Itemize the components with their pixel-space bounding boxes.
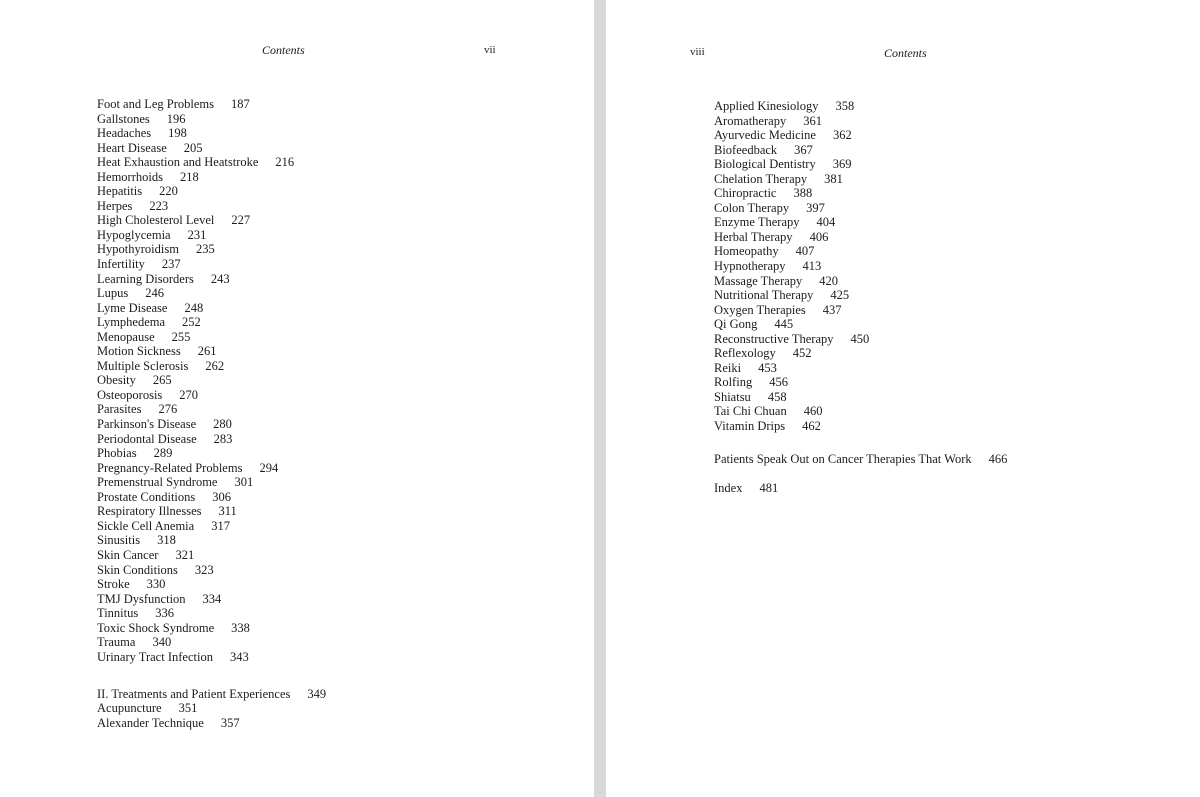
toc-entry[interactable] [97, 141, 294, 156]
toc-entry[interactable] [714, 230, 869, 245]
toc-entry-page: 437 [822, 302, 842, 317]
toc-entry-page: 220 [159, 184, 178, 199]
toc-entry[interactable] [97, 242, 294, 257]
left-page [0, 0, 594, 797]
toc-entry-page: 425 [830, 288, 850, 303]
toc-entry[interactable] [97, 286, 294, 301]
toc-entry[interactable] [97, 301, 294, 316]
toc-entry-title: Oxygen Therapies [714, 302, 806, 317]
toc-entry[interactable] [97, 621, 294, 636]
toc-entry-page: 311 [218, 504, 237, 519]
toc-entry-page: 336 [155, 606, 174, 621]
toc-entry-page: 458 [767, 389, 787, 404]
toc-entry[interactable] [97, 97, 294, 112]
toc-entry-title: Lupus [97, 286, 129, 301]
toc-entry-title: Stroke [97, 577, 130, 592]
toc-entry[interactable] [97, 650, 294, 665]
toc-entry[interactable] [714, 186, 869, 201]
toc-entry[interactable] [714, 157, 869, 172]
toc-entry-page: 361 [803, 113, 822, 128]
toc-entry-page: 381 [824, 171, 843, 186]
toc-entry-page: 248 [184, 300, 204, 315]
toc-entry-title: Infertility [97, 257, 145, 272]
toc-entry-page: 323 [194, 562, 214, 577]
toc-entry-title: Gallstones [97, 111, 150, 126]
toc-entry[interactable] [97, 716, 240, 731]
toc-entry[interactable] [97, 315, 294, 330]
toc-entry-page: 255 [171, 329, 191, 344]
toc-entry-title: Nutritional Therapy [714, 288, 814, 303]
toc-entry-page: 196 [166, 111, 186, 126]
toc-entry-page: 289 [153, 446, 173, 461]
toc-entry-title: Herpes [97, 198, 133, 213]
toc-entry-page: 452 [792, 346, 812, 361]
toc-entry-title: II. Treatments and Patient Experiences [97, 687, 291, 701]
toc-entry[interactable] [714, 419, 869, 434]
toc-entry[interactable] [97, 126, 294, 141]
toc-entry[interactable] [714, 99, 869, 114]
toc-entry-page: 362 [832, 128, 852, 143]
toc-entry-title: Premenstrual Syndrome [97, 475, 218, 490]
toc-entry[interactable] [714, 317, 869, 332]
toc-entry[interactable] [714, 114, 869, 129]
toc-entry-page: 406 [809, 229, 829, 244]
toc-entry-title: Hypothyroidism [97, 242, 179, 257]
toc-entry-title: Sickle Cell Anemia [97, 518, 195, 533]
toc-entry-title: Obesity [97, 373, 136, 388]
toc-entry[interactable] [97, 213, 294, 228]
toc-entry[interactable] [714, 259, 869, 274]
toc-entry-page: 243 [210, 271, 230, 286]
toc-entry-title: Hypnotherapy [714, 259, 786, 274]
toc-entry[interactable] [714, 172, 869, 187]
toc-entry-title: Biofeedback [714, 142, 778, 157]
toc-entry-page: 301 [234, 475, 254, 490]
toc-entry-page: 276 [158, 402, 178, 417]
toc-entry[interactable] [97, 359, 294, 374]
toc-entry-title: Reflexology [714, 346, 776, 361]
toc-part-heading[interactable] [97, 687, 326, 702]
toc-entry-page: 450 [850, 331, 870, 346]
toc-entry-title: Lymphedema [97, 315, 166, 330]
toc-entry-title: Chelation Therapy [714, 171, 808, 186]
toc-entry[interactable] [97, 228, 294, 243]
toc-entry-page: 265 [152, 373, 172, 388]
page-gutter [594, 0, 606, 797]
toc-entry-page: 306 [212, 489, 232, 504]
toc-entry[interactable] [97, 519, 294, 534]
toc-patients-entry[interactable] [714, 452, 1007, 467]
toc-entry[interactable] [97, 344, 294, 359]
toc-entry-title: Aromatherapy [714, 113, 787, 128]
toc-entry-page: 404 [816, 215, 836, 230]
toc-entry-title: Sinusitis [97, 533, 141, 548]
toc-entry-page: 235 [195, 242, 215, 257]
toc-entry-page: 445 [774, 317, 794, 332]
toc-entry-page: 270 [179, 387, 199, 402]
toc-entry-page: 205 [183, 140, 203, 155]
toc-entry[interactable] [714, 201, 869, 216]
toc-entry-page: 340 [152, 635, 172, 650]
toc-entry-title: Massage Therapy [714, 273, 803, 288]
toc-entry-title: Phobias [97, 446, 137, 461]
toc-entry-title: Ayurvedic Medicine [714, 128, 816, 143]
toc-entry[interactable] [97, 635, 294, 650]
toc-entry[interactable] [97, 373, 294, 388]
toc-entry-page: 262 [205, 358, 225, 373]
toc-entry-title: Parasites [97, 402, 142, 417]
toc-entry[interactable] [97, 388, 294, 403]
toc-entry-page: 388 [793, 186, 813, 201]
toc-entry[interactable] [714, 274, 869, 289]
toc-entry-title: TMJ Dysfunction [97, 591, 186, 606]
toc-entry[interactable] [97, 606, 294, 621]
toc-entry-title: Vitamin Drips [714, 419, 786, 434]
toc-entry[interactable] [97, 402, 294, 417]
toc-entry-page: 198 [168, 126, 187, 141]
toc-entry-page: 280 [213, 417, 232, 432]
toc-entry-title: Biological Dentistry [714, 157, 816, 172]
toc-entry[interactable] [714, 303, 869, 318]
toc-entry[interactable] [97, 199, 294, 214]
toc-entry-page: 462 [802, 419, 821, 434]
toc-entry[interactable] [97, 490, 294, 505]
toc-entry[interactable] [97, 257, 294, 272]
toc-entry-title: Heart Disease [97, 140, 167, 155]
toc-entry-title: Tai Chi Chuan [714, 404, 787, 419]
toc-entry[interactable] [97, 592, 294, 607]
toc-entry[interactable] [97, 272, 294, 287]
toc-entry[interactable] [714, 390, 869, 405]
toc-entry-page: 413 [802, 259, 822, 274]
toc-entry-page: 358 [835, 99, 855, 113]
toc-entry[interactable] [97, 155, 294, 170]
toc-entry[interactable] [97, 563, 294, 578]
toc-entry-title: Menopause [97, 329, 155, 344]
toc-entry-title: Urinary Tract Infection [97, 649, 213, 664]
toc-entry-page: 351 [178, 701, 198, 715]
toc-entry-title: Osteoporosis [97, 387, 163, 402]
toc-entry-title: Lyme Disease [97, 300, 168, 315]
toc-entry-title: Hemorrhoids [97, 169, 163, 184]
toc-entry-page: 334 [202, 591, 222, 606]
toc-entry-page: 369 [832, 157, 852, 172]
toc-entry-title: Applied Kinesiology [714, 99, 819, 113]
toc-entry-title: Learning Disorders [97, 271, 194, 286]
toc-entry-page: 343 [229, 649, 249, 664]
toc-entry[interactable] [97, 432, 294, 447]
toc-entry-title: Hypoglycemia [97, 227, 171, 242]
toc-entry[interactable] [97, 184, 294, 199]
toc-entry[interactable] [97, 577, 294, 592]
toc-entry-title: Shiatsu [714, 389, 751, 404]
toc-entry-title: Acupuncture [97, 701, 162, 715]
toc-entry[interactable] [97, 417, 294, 432]
toc-entry-title: Trauma [97, 635, 136, 650]
toc-entry[interactable] [97, 330, 294, 345]
toc-entry-page: 227 [231, 213, 251, 228]
toc-entry-title: Skin Conditions [97, 562, 178, 577]
toc-entry-page: 261 [197, 344, 217, 359]
toc-entry-page: 317 [211, 518, 230, 533]
toc-entry-title: High Cholesterol Level [97, 213, 215, 228]
toc-entry-page: 367 [794, 142, 813, 157]
toc-entry-page: 283 [213, 431, 233, 446]
toc-entry-title: Motion Sickness [97, 344, 181, 359]
toc-entry-title: Periodontal Disease [97, 431, 197, 446]
toc-list [714, 99, 869, 434]
toc-entry-page: 223 [149, 198, 169, 213]
toc-entry[interactable] [97, 533, 294, 548]
toc-entry-title: Alexander Technique [97, 715, 204, 730]
toc-entry[interactable] [97, 170, 294, 185]
toc-entry[interactable] [97, 548, 294, 563]
toc-entry-title: Prostate Conditions [97, 489, 196, 504]
toc-entry-title: Hepatitis [97, 184, 143, 199]
toc-entry-page: 252 [182, 315, 201, 330]
toc-entry-page: 246 [145, 286, 164, 301]
toc-entry-title: Rolfing [714, 375, 753, 390]
toc-list [97, 97, 294, 664]
toc-entry-title: Herbal Therapy [714, 229, 793, 244]
toc-entry[interactable] [97, 504, 294, 519]
toc-entry[interactable] [714, 361, 869, 376]
toc-entry-title: Heat Exhaustion and Heatstroke [97, 155, 259, 170]
toc-entry-page: 231 [187, 227, 207, 242]
page-number: viii [690, 46, 705, 58]
toc-entry-page: 187 [231, 97, 250, 111]
toc-entry-page: 357 [220, 715, 240, 730]
toc-entry-title: Tinnitus [97, 606, 139, 621]
toc-entry-title: Toxic Shock Syndrome [97, 620, 215, 635]
toc-entry-page: 349 [307, 687, 327, 701]
toc-entry-title: Reiki [714, 360, 742, 375]
toc-entry-page: 318 [157, 533, 176, 548]
toc-entry-page: 420 [819, 273, 839, 288]
toc-entry-title: Enzyme Therapy [714, 215, 800, 230]
running-title: Contents [884, 46, 927, 60]
toc-entry[interactable] [97, 112, 294, 127]
toc-entry[interactable] [714, 288, 869, 303]
toc-entry-page: 481 [759, 481, 779, 495]
toc-entry-title: Foot and Leg Problems [97, 97, 215, 111]
toc-entry-page: 456 [769, 375, 788, 390]
running-title: Contents [262, 43, 305, 57]
toc-entry[interactable] [97, 701, 240, 716]
toc-entry-page: 330 [146, 577, 166, 592]
toc-entry[interactable] [714, 215, 869, 230]
toc-entry-title: Homeopathy [714, 244, 779, 259]
toc-entry-page: 466 [988, 452, 1008, 466]
toc-entry-title: Qi Gong [714, 317, 758, 332]
toc-entry[interactable] [97, 461, 294, 476]
toc-entry[interactable] [714, 375, 869, 390]
toc-entry-title: Multiple Sclerosis [97, 358, 189, 373]
toc-entry-page: 294 [259, 460, 279, 475]
toc-entry[interactable] [97, 446, 294, 461]
toc-entry-title: Parkinson's Disease [97, 417, 197, 432]
toc-entry[interactable] [714, 128, 869, 143]
toc-entry[interactable] [714, 244, 869, 259]
toc-entry-page: 460 [803, 404, 823, 419]
toc-entry-page: 237 [161, 257, 181, 272]
toc-entry-title: Headaches [97, 126, 152, 141]
toc-entry[interactable] [97, 475, 294, 490]
toc-index-entry[interactable] [714, 481, 778, 496]
toc-entry-title: Pregnancy-Related Problems [97, 460, 243, 475]
toc-entry-page: 218 [179, 169, 199, 184]
toc-entry[interactable] [714, 143, 869, 158]
toc-entry-title: Skin Cancer [97, 547, 159, 562]
toc-entry-page: 453 [758, 360, 777, 375]
toc-entry-title: Patients Speak Out on Cancer Therapies That Work [714, 452, 972, 466]
toc-entry-title: Respiratory Illnesses [97, 504, 202, 519]
toc-entry-title: Reconstructive Therapy [714, 331, 834, 346]
toc-entry-title: Colon Therapy [714, 200, 790, 215]
toc-entry-title: Chiropractic [714, 186, 777, 201]
toc-entry-page: 216 [275, 155, 295, 170]
toc-entry-page: 321 [175, 547, 195, 562]
toc-entry-title: Index [714, 481, 743, 495]
toc-part-list [97, 701, 240, 730]
toc-entry-page: 407 [795, 244, 815, 259]
toc-entry[interactable] [714, 404, 869, 419]
page-number: vii [484, 44, 496, 56]
right-page [606, 0, 1200, 797]
toc-entry-page: 338 [231, 620, 250, 635]
toc-entry-page: 397 [806, 200, 825, 215]
toc-entry[interactable] [714, 332, 869, 347]
toc-entry[interactable] [714, 346, 869, 361]
